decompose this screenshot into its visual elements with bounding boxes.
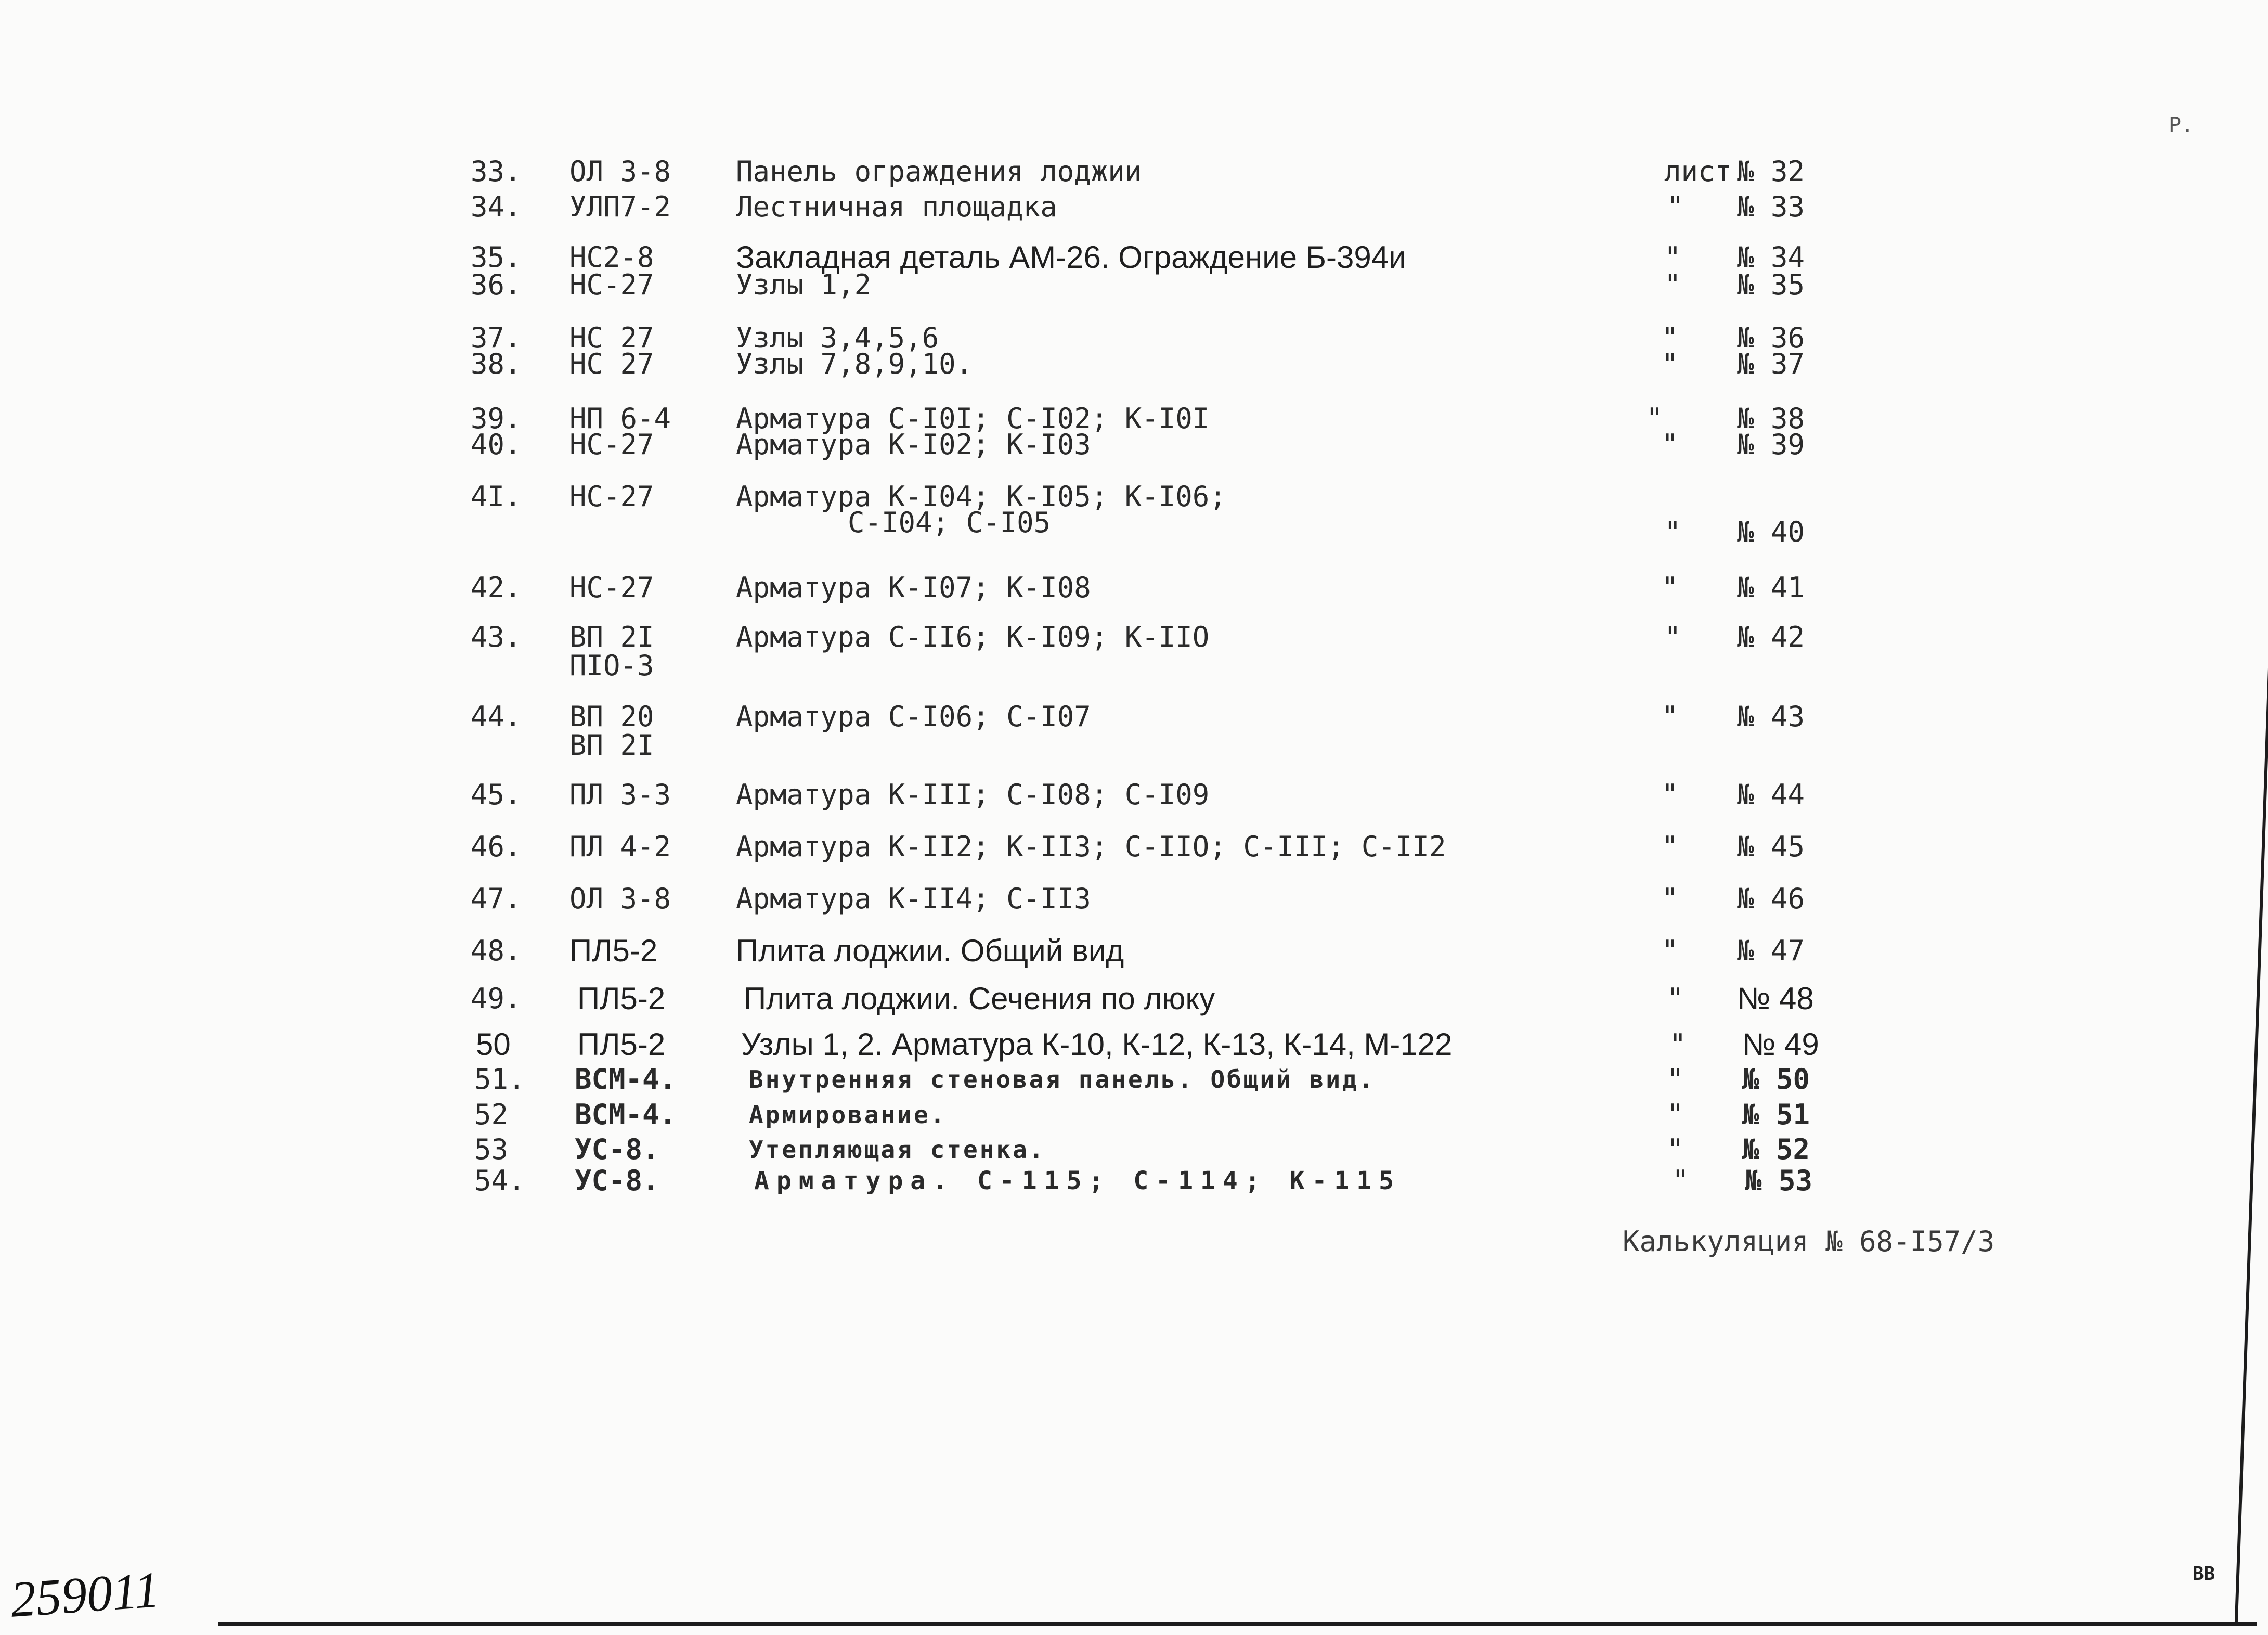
row-ditto: " <box>1672 1164 1689 1197</box>
row-ditto: " <box>1664 268 1681 301</box>
row-sheet: № 35 <box>1737 268 1805 301</box>
row-description: Панель ограждения лоджии <box>736 155 1142 188</box>
row-code: ПЛ 4-2 <box>569 830 671 863</box>
row-sheet: № 52 <box>1742 1133 1810 1166</box>
handwritten-number: 259011 <box>8 1562 162 1628</box>
corner-letter: Р. <box>2169 113 2194 137</box>
row-sheet: № 51 <box>1742 1098 1810 1131</box>
row-sheet: № 44 <box>1737 778 1805 811</box>
row-code: ПЛ 3-3 <box>569 778 671 811</box>
row-sheet: № 47 <box>1737 934 1805 967</box>
row-ditto: " <box>1662 347 1679 380</box>
row-number: 33. <box>471 155 522 188</box>
row-code-secondary: ПIО-3 <box>569 649 654 682</box>
row-ditto: " <box>1664 621 1681 653</box>
row-sheet: № 50 <box>1742 1063 1810 1096</box>
row-description: Арматура С-I06; С-I07 <box>736 700 1091 733</box>
row-ditto: " <box>1662 571 1679 604</box>
row-code: ОЛ 3-8 <box>569 155 671 188</box>
row-code: ПЛ5-2 <box>569 933 658 968</box>
row-number: 40. <box>471 428 522 461</box>
frame-bottom-line <box>218 1622 2257 1626</box>
row-ditto: лист <box>1664 155 1732 188</box>
row-code: НС 27 <box>569 321 654 354</box>
row-number: 45. <box>471 778 522 811</box>
row-number: 47. <box>471 882 522 915</box>
row-ditto: " <box>1662 830 1679 863</box>
row-sheet: № 33 <box>1737 190 1805 223</box>
row-ditto: " <box>1662 934 1679 967</box>
row-number: 52 <box>474 1098 509 1131</box>
row-sheet: № 45 <box>1737 830 1805 863</box>
row-description: Узлы 7,8,9,10. <box>736 347 973 380</box>
row-description: Утепляющая стенка. <box>749 1136 1046 1164</box>
row-sheet: № 32 <box>1737 155 1805 188</box>
row-code: НП 6-4 <box>569 402 671 435</box>
row-number: 36. <box>471 268 522 301</box>
row-ditto: " <box>1662 428 1679 461</box>
row-description: Арматура. С-115; С-114; К-115 <box>754 1166 1402 1195</box>
row-number: 48. <box>471 934 522 967</box>
row-code: ВП 2I <box>569 621 654 653</box>
row-number: 34. <box>471 190 522 223</box>
row-ditto: " <box>1664 241 1681 274</box>
row-number: 43. <box>471 621 522 653</box>
row-sheet: № 34 <box>1737 241 1805 274</box>
row-sheet: № 48 <box>1737 981 1814 1016</box>
row-code: НС-27 <box>569 571 654 604</box>
row-code: ВСМ-4. <box>575 1098 677 1131</box>
row-description: Арматура С-I0I; С-I02; К-I0I <box>736 402 1210 435</box>
row-code: ВСМ-4. <box>575 1063 677 1096</box>
row-code-secondary: ВП 2I <box>569 729 654 762</box>
row-number: 46. <box>471 830 522 863</box>
calculation-reference: Калькуляция № 68-I57/3 <box>1623 1225 1995 1258</box>
row-sheet: № 40 <box>1737 516 1805 548</box>
row-sheet: № 37 <box>1737 347 1805 380</box>
row-sheet: № 39 <box>1737 428 1805 461</box>
row-sheet: № 53 <box>1745 1164 1813 1197</box>
row-description: Арматура К-III; С-I08; С-I09 <box>736 778 1210 811</box>
row-code: ПЛ5-2 <box>577 1027 666 1062</box>
row-number: 35. <box>471 241 522 274</box>
row-description: Арматура К-I02; К-I03 <box>736 428 1091 461</box>
row-sheet: № 49 <box>1742 1027 1819 1062</box>
row-code: НС2-8 <box>569 241 654 274</box>
row-number: 38. <box>471 347 522 380</box>
row-code: ОЛ 3-8 <box>569 882 671 915</box>
row-ditto: " <box>1664 516 1681 548</box>
row-description: Арматура К-I07; К-I08 <box>736 571 1091 604</box>
row-ditto: " <box>1662 700 1679 733</box>
row-description: Закладная деталь АМ-26. Ограждение Б-394и <box>736 240 1406 275</box>
row-code: НС-27 <box>569 428 654 461</box>
row-ditto: " <box>1669 1028 1687 1061</box>
row-ditto: " <box>1646 402 1663 435</box>
row-ditto: " <box>1667 982 1684 1015</box>
row-sheet: № 41 <box>1737 571 1805 604</box>
row-code: УС-8. <box>575 1164 659 1197</box>
row-description: Арматура К-I04; К-I05; К-I06; <box>736 480 1226 513</box>
row-sheet: № 46 <box>1737 882 1805 915</box>
row-ditto: " <box>1662 882 1679 915</box>
row-ditto: " <box>1662 778 1679 811</box>
row-description: Узлы 1,2 <box>736 268 872 301</box>
row-ditto: " <box>1662 321 1679 354</box>
row-sheet: № 38 <box>1737 402 1805 435</box>
row-number: 4I. <box>471 480 522 513</box>
row-description: Узлы 1, 2. Арматура К-10, К-12, К-13, К-14, М-122 <box>741 1027 1453 1062</box>
frame-right-line <box>2235 395 2268 1626</box>
corner-mark: ВВ <box>2193 1563 2215 1585</box>
row-description: Плита лоджии. Сечения по люку <box>744 981 1215 1016</box>
row-description-continued: С-I04; С-I05 <box>848 506 1051 539</box>
row-ditto: " <box>1667 1133 1684 1166</box>
row-description: Арматура К-II4; С-II3 <box>736 882 1091 915</box>
row-description: Плита лоджии. Общий вид <box>736 933 1124 968</box>
row-description: Арматура К-II2; К-II3; С-IIО; С-III; С-II2 <box>736 830 1446 863</box>
row-code: НС 27 <box>569 347 654 380</box>
row-description: Армирование. <box>749 1101 947 1129</box>
row-code: ПЛ5-2 <box>577 981 666 1016</box>
row-number: 54. <box>474 1164 525 1197</box>
row-number: 53 <box>474 1133 509 1166</box>
row-description: Арматура С-II6; К-I09; К-IIО <box>736 621 1210 653</box>
row-ditto: " <box>1667 1098 1684 1131</box>
row-code: ВП 20 <box>569 700 654 733</box>
row-sheet: № 43 <box>1737 700 1805 733</box>
row-description: Внутренняя стеновая панель. Общий вид. <box>749 1065 1376 1093</box>
row-number: 51. <box>474 1063 525 1096</box>
row-number: 49. <box>471 982 522 1015</box>
row-description: Лестничная площадка <box>736 190 1057 223</box>
row-number: 37. <box>471 321 522 354</box>
row-number: 44. <box>471 700 522 733</box>
row-sheet: № 42 <box>1737 621 1805 653</box>
row-number: 42. <box>471 571 522 604</box>
row-number: 50 <box>476 1027 511 1062</box>
row-code: УЛП7-2 <box>569 190 671 223</box>
row-ditto: " <box>1667 1063 1684 1096</box>
row-number: 39. <box>471 402 522 435</box>
row-ditto: " <box>1667 190 1684 223</box>
row-code: НС-27 <box>569 480 654 513</box>
row-sheet: № 36 <box>1737 321 1805 354</box>
row-description: Узлы 3,4,5,6 <box>736 321 939 354</box>
row-code: УС-8. <box>575 1133 659 1166</box>
row-code: НС-27 <box>569 268 654 301</box>
